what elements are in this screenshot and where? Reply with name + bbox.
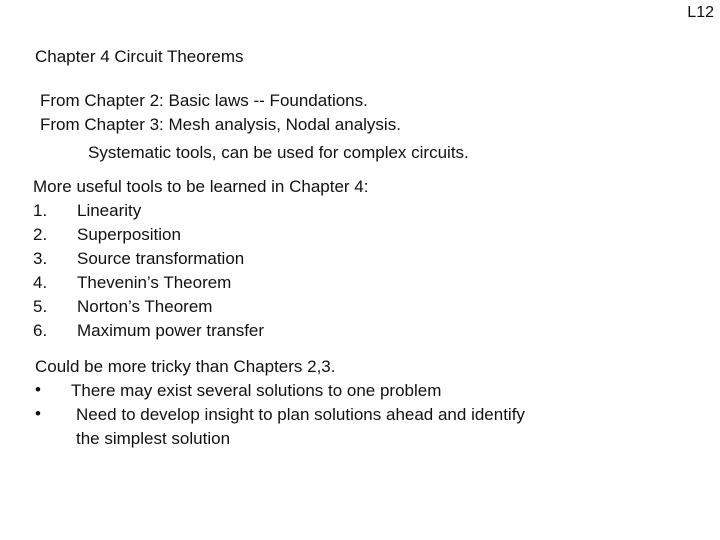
bullet-text: There may exist several solutions to one problem [71,381,442,400]
list-item [33,225,264,249]
bullet-item [0,405,525,429]
list-item [33,321,264,345]
list-label: Maximum power transfer [77,321,265,340]
list-number: 4. [33,273,48,292]
bullet-item [0,381,525,405]
list-item [33,201,264,225]
slide-number: L12 [687,4,714,21]
slide-title: Chapter 4 Circuit Theorems [35,47,244,66]
notes-bullet-list [0,381,525,453]
intro-line-systematic-tools: Systematic tools, can be used for complex circuits. [88,143,469,162]
list-label: Superposition [77,225,181,244]
tools-heading: More useful tools to be learned in Chapter 4: [33,177,369,196]
bullet-glyph: • [35,380,41,399]
list-number: 5. [33,297,48,316]
notes-heading: Could be more tricky than Chapters 2,3. [35,357,336,376]
list-item [33,297,264,321]
bullet-glyph: • [35,404,41,423]
tools-list [33,201,264,345]
list-number: 1. [33,201,48,220]
intro-line-chapter-3: From Chapter 3: Mesh analysis, Nodal analysis. [40,115,401,134]
list-number: 2. [33,225,48,244]
list-label: Source transformation [77,249,245,268]
bullet-text: Need to develop insight to plan solutions ahead and identify [76,405,525,424]
list-number: 3. [33,249,48,268]
intro-line-chapter-2: From Chapter 2: Basic laws -- Foundations. [40,91,368,110]
list-label: Norton’s Theorem [77,297,213,316]
list-item [33,273,264,297]
list-label: Thevenin’s Theorem [77,273,232,292]
list-number: 6. [33,321,48,340]
bullet-text: the simplest solution [76,429,231,448]
bullet-continuation [0,429,525,453]
list-label: Linearity [77,201,142,220]
list-item [33,249,264,273]
